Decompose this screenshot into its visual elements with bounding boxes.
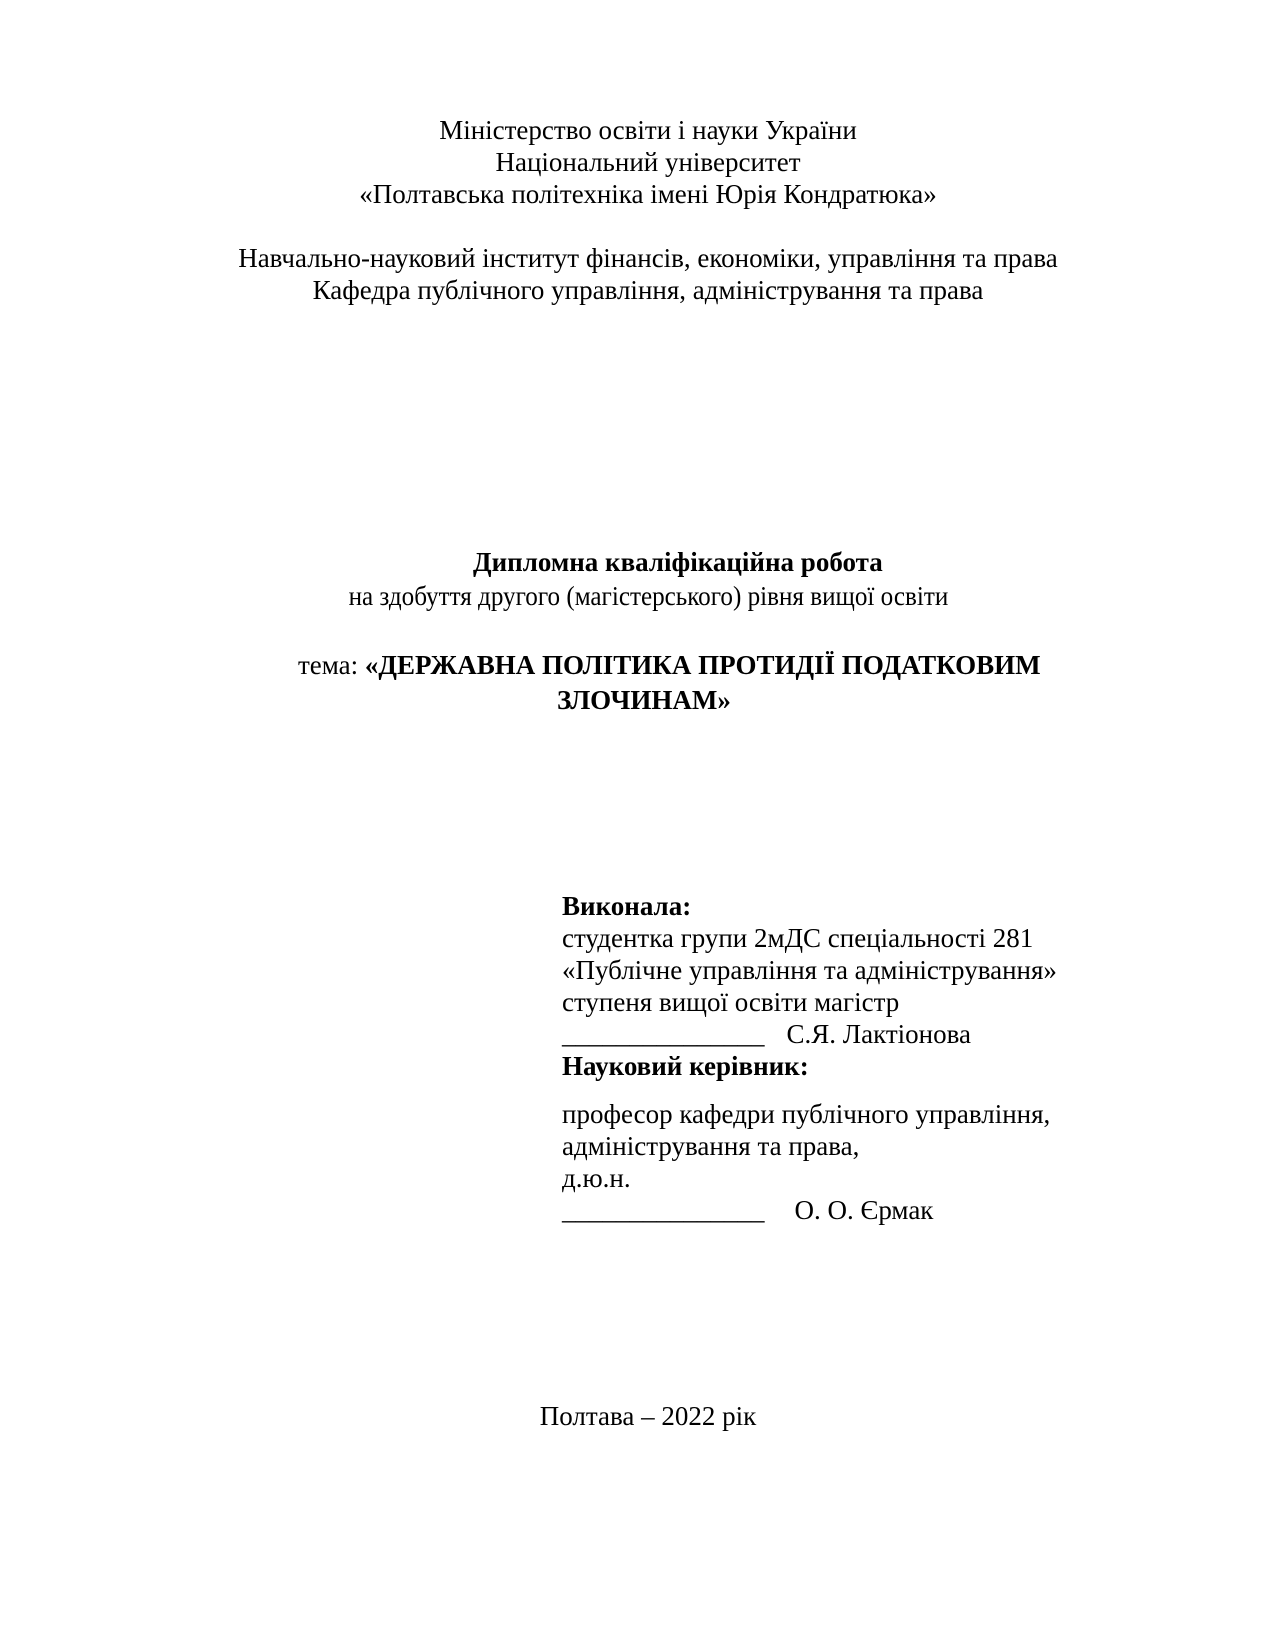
university-full-name: «Полтавська політехніка імені Юрія Кондратюка» — [359, 179, 937, 209]
degree-line — [0, 580, 1275, 612]
author-group: студентка групи 2мДС спеціальності 281 — [562, 923, 1034, 953]
department: Кафедра публічного управління, адміністрування та права — [312, 275, 984, 305]
city-year: Полтава – 2022 рік — [539, 1401, 757, 1431]
topic-title-line1: «ДЕРЖАВНА ПОЛІТИКА ПРОТИДІЇ ПОДАТКОВИМ — [364, 650, 1041, 680]
author-degree: ступеня вищої освіти магістр — [562, 987, 900, 1017]
supervisor-position: професор кафедри публічного управління, — [562, 1099, 1051, 1129]
supervisor-title: д.ю.н. — [562, 1163, 631, 1193]
supervisor-signature-line: _______________ — [562, 1195, 765, 1225]
author-specialty: «Публічне управління та адміністрування» — [562, 955, 1057, 985]
author-heading: Виконала: — [562, 891, 692, 921]
supervisor-position-cont: адміністрування та права, — [562, 1131, 860, 1161]
author-signature-line: _______________ — [562, 1019, 765, 1049]
degree-text: на здобуття другого (магістерського) рівня вищої освіти — [348, 581, 948, 611]
topic-line — [298, 649, 1041, 681]
topic-label: тема: — [298, 650, 359, 680]
author-name: С.Я. Лактіонова — [786, 1019, 971, 1049]
institute: Навчально-науковий інститут фінансів, економіки, управління та права — [238, 243, 1058, 273]
topic-title-line2: ЗЛОЧИНАМ» — [557, 685, 731, 715]
university-name: Національний університет — [495, 147, 801, 177]
supervisor-signature-row — [562, 1194, 933, 1226]
work-type: Дипломна кваліфікаційна робота — [473, 547, 883, 577]
supervisor-name: О. О. Єрмак — [794, 1195, 934, 1225]
supervisor-heading: Науковий керівник: — [562, 1051, 809, 1081]
ministry: Міністерство освіти і науки України — [439, 115, 857, 145]
author-signature-row — [562, 1018, 971, 1050]
